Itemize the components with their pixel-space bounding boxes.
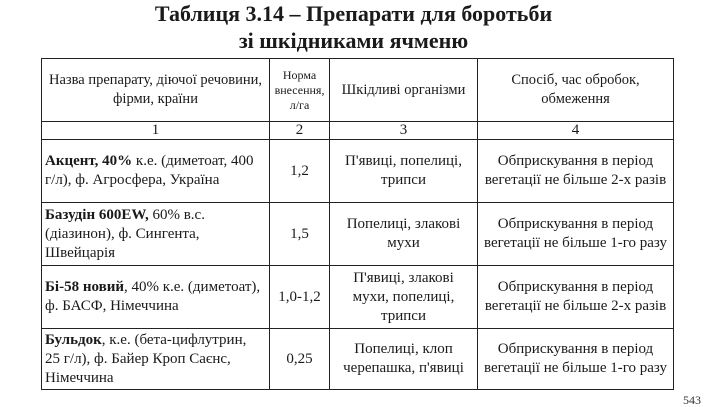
product-cell <box>42 329 270 390</box>
method-cell: Обприскування в період вегетації не більше 1-го разу <box>478 329 674 390</box>
header-rate: Норма внесення, л/га <box>270 59 330 122</box>
product-cell <box>42 203 270 266</box>
caption-line-1: Таблиця 3.14 – Препарати для боротьби <box>154 1 553 26</box>
pests-cell: П'явиці, попелиці, трипси <box>330 140 478 203</box>
table-caption <box>0 0 707 54</box>
rate-cell: 1,0-1,2 <box>270 266 330 329</box>
caption-line-2: зі шкідниками ячменю <box>238 28 469 53</box>
pests-cell: Попелиці, злакові мухи <box>330 203 478 266</box>
column-number-row <box>42 122 674 140</box>
rate-cell: 1,2 <box>270 140 330 203</box>
pests-cell: Попелиці, клоп черепашка, п'явиці <box>330 329 478 390</box>
method-cell: Обприскування в період вегетації не більше 2-х разів <box>478 140 674 203</box>
column-number: 3 <box>330 122 478 140</box>
header-method: Спосіб, час обробок, обмеження <box>478 59 674 122</box>
table-row <box>42 329 674 390</box>
page-number: 543 <box>683 393 701 407</box>
trade-name: Бульдок <box>45 331 102 348</box>
header-name: Назва препарату, діючої речовини, фірми, країни <box>42 59 270 122</box>
column-number: 4 <box>478 122 674 140</box>
header-row <box>42 59 674 122</box>
method-cell: Обприскування в період вегетації не більше 2-х разів <box>478 266 674 329</box>
product-details: , 40% к.е. (диметоат), ф. БАСФ, Німеччина <box>45 279 261 314</box>
product-details: к.е. (диметоат, 400 г/л), ф. Агросфера, Україна <box>45 153 254 188</box>
trade-name: Акцент, 40% <box>45 153 133 169</box>
product-cell <box>42 140 270 203</box>
rate-cell: 1,5 <box>270 203 330 266</box>
pesticide-table <box>41 58 674 390</box>
method-cell: Обприскування в період вегетації не більше 1-го разу <box>478 203 674 266</box>
pests-cell: П'явиці, злакові мухи, попелиці, трипси <box>330 266 478 329</box>
table-row <box>42 140 674 203</box>
product-details: , к.е. (бета-цифлутрин, 25 г/л), ф. Байер Кроп Саєнс, Німеччина <box>45 331 247 386</box>
trade-name: Базудін 600EW, <box>45 206 149 223</box>
product-details: 60% в.с. (діазинон), ф. Сингента, Швейцарія <box>45 206 205 261</box>
product-cell <box>42 266 270 329</box>
header-pests: Шкідливі організми <box>330 59 478 122</box>
table-row <box>42 203 674 266</box>
rate-cell: 0,25 <box>270 329 330 390</box>
table-row <box>42 266 674 329</box>
column-number: 2 <box>270 122 330 140</box>
column-number: 1 <box>42 122 270 140</box>
trade-name: Бі-58 новий <box>45 279 124 295</box>
